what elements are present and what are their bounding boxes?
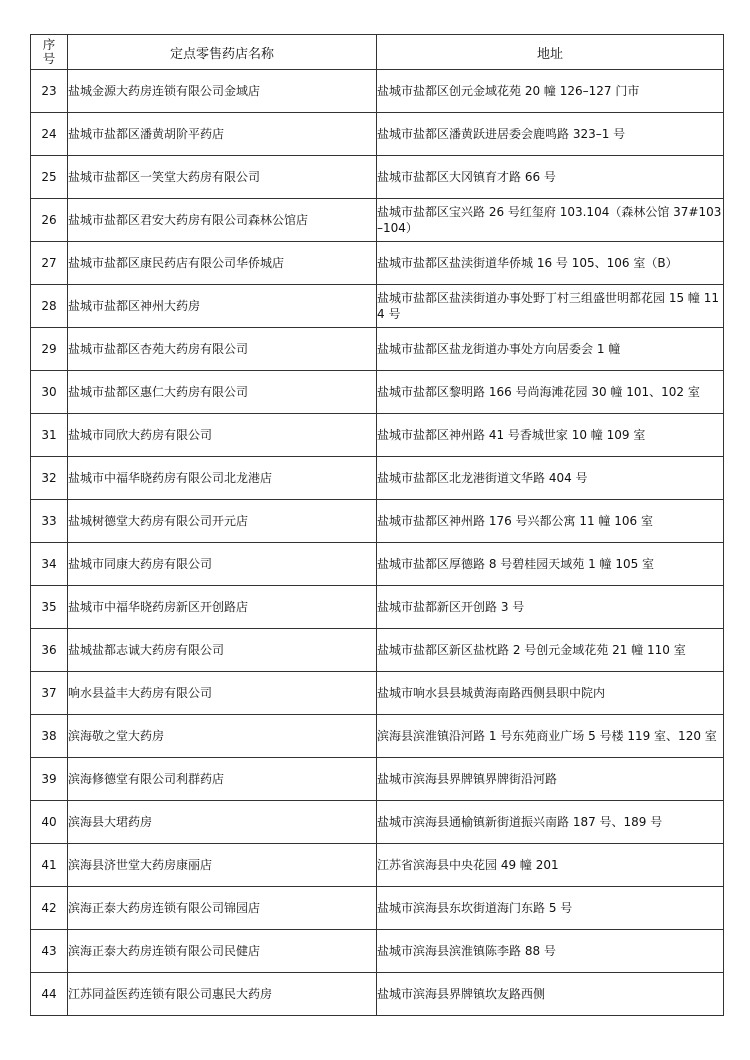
row-address: 江苏省滨海县中央花园 49 幢 201	[377, 844, 724, 887]
row-serial-number: 44	[31, 973, 68, 1016]
table-row	[31, 543, 724, 586]
table-row	[31, 500, 724, 543]
row-serial-number: 26	[31, 199, 68, 242]
row-serial-number: 37	[31, 672, 68, 715]
row-address: 盐城市盐都区盐渎街道办事处野丁村三组盛世明都花园 15 幢 114 号	[377, 285, 724, 328]
row-address: 盐城市盐都区盐龙街道办事处方向居委会 1 幢	[377, 328, 724, 371]
document-page	[30, 34, 720, 1016]
row-serial-number: 34	[31, 543, 68, 586]
row-serial-number: 38	[31, 715, 68, 758]
row-pharmacy-name: 江苏同益医药连锁有限公司惠民大药房	[68, 973, 377, 1016]
header-serial-number-line1: 序	[42, 37, 56, 52]
row-pharmacy-name: 盐城市同康大药房有限公司	[68, 543, 377, 586]
table-row	[31, 715, 724, 758]
row-pharmacy-name: 响水县益丰大药房有限公司	[68, 672, 377, 715]
row-pharmacy-name: 盐城市盐都区康民药店有限公司华侨城店	[68, 242, 377, 285]
row-serial-number: 32	[31, 457, 68, 500]
row-address: 盐城市滨海县东坎街道海门东路 5 号	[377, 887, 724, 930]
pharmacy-list-table	[30, 34, 724, 1016]
table-row	[31, 199, 724, 242]
table-header-row	[31, 35, 724, 70]
row-pharmacy-name: 滨海正泰大药房连锁有限公司民健店	[68, 930, 377, 973]
row-pharmacy-name: 滨海修德堂有限公司利群药店	[68, 758, 377, 801]
row-serial-number: 30	[31, 371, 68, 414]
row-address: 盐城市盐都区宝兴路 26 号红玺府 103.104（森林公馆 37#103–104）	[377, 199, 724, 242]
row-address: 滨海县滨淮镇沿河路 1 号东苑商业广场 5 号楼 119 室、120 室	[377, 715, 724, 758]
row-serial-number: 36	[31, 629, 68, 672]
table-row	[31, 844, 724, 887]
row-serial-number: 23	[31, 70, 68, 113]
row-pharmacy-name: 滨海县济世堂大药房康丽店	[68, 844, 377, 887]
row-address: 盐城市盐都区神州路 41 号香城世家 10 幢 109 室	[377, 414, 724, 457]
header-serial-number-line2: 号	[42, 51, 56, 66]
table-row	[31, 371, 724, 414]
row-pharmacy-name: 滨海正泰大药房连锁有限公司锦园店	[68, 887, 377, 930]
row-serial-number: 25	[31, 156, 68, 199]
row-address: 盐城市盐都区新区盐枕路 2 号创元金域花苑 21 幢 110 室	[377, 629, 724, 672]
row-address: 盐城市盐都新区开创路 3 号	[377, 586, 724, 629]
row-address: 盐城市响水县县城黄海南路西侧县职中院内	[377, 672, 724, 715]
row-serial-number: 42	[31, 887, 68, 930]
row-serial-number: 40	[31, 801, 68, 844]
table-row	[31, 113, 724, 156]
table-row	[31, 973, 724, 1016]
row-serial-number: 39	[31, 758, 68, 801]
table-row	[31, 242, 724, 285]
row-serial-number: 29	[31, 328, 68, 371]
row-serial-number: 31	[31, 414, 68, 457]
row-serial-number: 28	[31, 285, 68, 328]
row-pharmacy-name: 盐城市盐都区神州大药房	[68, 285, 377, 328]
row-pharmacy-name: 盐城市盐都区君安大药房有限公司森林公馆店	[68, 199, 377, 242]
table-row	[31, 801, 724, 844]
row-pharmacy-name: 盐城市同欣大药房有限公司	[68, 414, 377, 457]
row-pharmacy-name: 盐城市盐都区杏苑大药房有限公司	[68, 328, 377, 371]
row-pharmacy-name: 盐城市盐都区惠仁大药房有限公司	[68, 371, 377, 414]
row-pharmacy-name: 盐城市中福华晓药房新区开创路店	[68, 586, 377, 629]
row-address: 盐城市盐都区神州路 176 号兴都公寓 11 幢 106 室	[377, 500, 724, 543]
row-pharmacy-name: 盐城市中福华晓药房有限公司北龙港店	[68, 457, 377, 500]
row-address: 盐城市滨海县界牌镇界牌街沿河路	[377, 758, 724, 801]
row-serial-number: 33	[31, 500, 68, 543]
row-pharmacy-name: 盐城市盐都区潘黄胡阶平药店	[68, 113, 377, 156]
row-address: 盐城市盐都区盐渎街道华侨城 16 号 105、106 室（B）	[377, 242, 724, 285]
table-row	[31, 758, 724, 801]
table-row	[31, 328, 724, 371]
row-serial-number: 24	[31, 113, 68, 156]
row-address: 盐城市滨海县滨淮镇陈李路 88 号	[377, 930, 724, 973]
table-row	[31, 887, 724, 930]
row-address: 盐城市滨海县界牌镇坎友路西侧	[377, 973, 724, 1016]
row-pharmacy-name: 滨海县大珺药房	[68, 801, 377, 844]
table-row	[31, 414, 724, 457]
header-address: 地址	[377, 35, 724, 70]
row-address: 盐城市盐都区大冈镇育才路 66 号	[377, 156, 724, 199]
row-address: 盐城市盐都区厚德路 8 号碧桂园天域苑 1 幢 105 室	[377, 543, 724, 586]
table-row	[31, 285, 724, 328]
table-row	[31, 930, 724, 973]
row-pharmacy-name: 盐城金源大药房连锁有限公司金域店	[68, 70, 377, 113]
row-address: 盐城市盐都区创元金域花苑 20 幢 126–127 门市	[377, 70, 724, 113]
header-pharmacy-name: 定点零售药店名称	[68, 35, 377, 70]
table-row	[31, 156, 724, 199]
table-row	[31, 629, 724, 672]
row-address: 盐城市盐都区北龙港街道文华路 404 号	[377, 457, 724, 500]
row-pharmacy-name: 盐城市盐都区一笑堂大药房有限公司	[68, 156, 377, 199]
table-row	[31, 672, 724, 715]
header-serial-number	[31, 35, 68, 70]
row-serial-number: 43	[31, 930, 68, 973]
table-row	[31, 586, 724, 629]
row-pharmacy-name: 盐城树德堂大药房有限公司开元店	[68, 500, 377, 543]
table-row	[31, 457, 724, 500]
row-pharmacy-name: 滨海敬之堂大药房	[68, 715, 377, 758]
row-serial-number: 27	[31, 242, 68, 285]
row-serial-number: 41	[31, 844, 68, 887]
row-address: 盐城市滨海县通榆镇新街道振兴南路 187 号、189 号	[377, 801, 724, 844]
row-address: 盐城市盐都区黎明路 166 号尚海滩花园 30 幢 101、102 室	[377, 371, 724, 414]
row-address: 盐城市盐都区潘黄跃进居委会鹿鸣路 323–1 号	[377, 113, 724, 156]
table-body	[31, 70, 724, 1016]
row-pharmacy-name: 盐城盐都志诚大药房有限公司	[68, 629, 377, 672]
row-serial-number: 35	[31, 586, 68, 629]
table-row	[31, 70, 724, 113]
